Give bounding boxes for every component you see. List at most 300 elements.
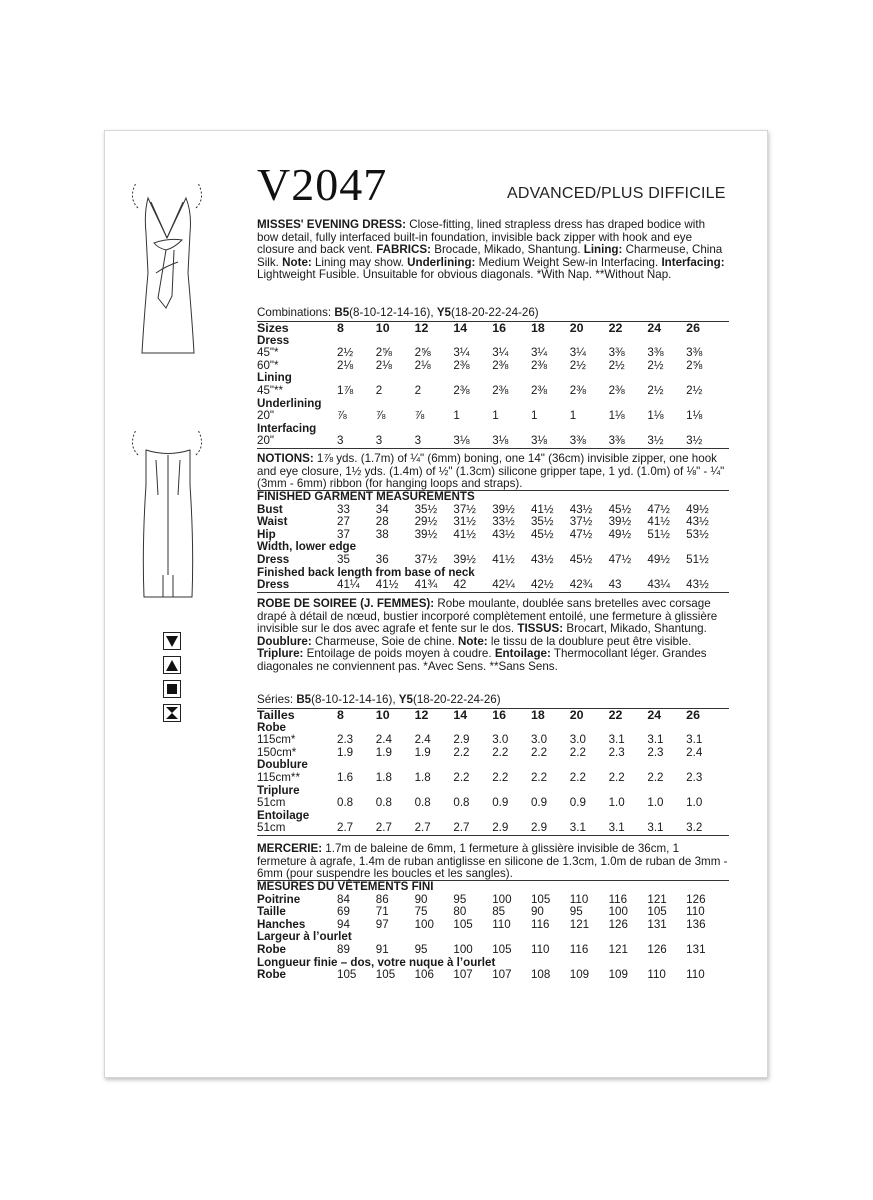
table-cell: 2.2 bbox=[453, 770, 470, 784]
section-label: Triplure bbox=[257, 783, 300, 797]
table-cell: 38 bbox=[375, 527, 389, 541]
body-text: Medium Weight Sew-in Interfacing. bbox=[475, 255, 662, 269]
section-label: FINISHED GARMENT MEASUREMENTS bbox=[257, 490, 475, 503]
difficulty-level: ADVANCED/PLUS DIFFICILE bbox=[507, 185, 726, 202]
table-cell: 105 bbox=[492, 942, 512, 956]
table-cell: 3⅜ bbox=[608, 346, 625, 360]
table-cell: 3¼ bbox=[492, 346, 509, 360]
table-row bbox=[257, 579, 729, 592]
section-label: Width, lower edge bbox=[257, 540, 357, 554]
body-text: le tissu de la doublure peut être visible. bbox=[487, 634, 692, 648]
table-cell: 3 bbox=[414, 434, 422, 448]
table-cell: 27 bbox=[337, 515, 350, 529]
table-row bbox=[257, 772, 729, 785]
section-label: Longueur finie – dos, votre nuque à l’ourlet bbox=[257, 955, 496, 969]
table-cell: 1⅞ bbox=[337, 383, 354, 397]
table-cell: 2.2 bbox=[569, 745, 586, 759]
table-cell: 2.7 bbox=[453, 821, 470, 835]
table-cell: 136 bbox=[686, 917, 706, 931]
table-cell: 2½ bbox=[337, 346, 354, 360]
table-cell: 2⅛ bbox=[337, 358, 354, 372]
size-header: 12 bbox=[414, 708, 429, 722]
table-cell: 1.9 bbox=[375, 745, 392, 759]
table-cell: 51½ bbox=[647, 527, 670, 541]
table-cell: ⅞ bbox=[337, 409, 347, 423]
table-cell: 107 bbox=[492, 968, 512, 982]
row-label: Poitrine bbox=[257, 892, 301, 906]
table-cell: 37½ bbox=[453, 502, 476, 516]
row-label: Robe bbox=[257, 942, 286, 956]
combinations-label: Combinations: bbox=[257, 306, 335, 319]
table-row bbox=[257, 797, 729, 810]
section-label: Entoilage bbox=[257, 808, 310, 822]
table-cell: 110 bbox=[530, 942, 550, 956]
table-cell: 116 bbox=[569, 942, 589, 956]
table-row bbox=[257, 410, 729, 423]
row-label: Bust bbox=[257, 502, 283, 516]
table-cell: 39½ bbox=[414, 527, 438, 541]
table-cell: 131 bbox=[686, 942, 706, 956]
table-row bbox=[257, 822, 729, 835]
notions-en bbox=[257, 453, 729, 491]
table-cell: 3.2 bbox=[686, 821, 703, 835]
table-cell: 3.0 bbox=[492, 733, 509, 747]
table-cell: 35½ bbox=[530, 515, 554, 529]
table-cell: 95 bbox=[569, 905, 583, 919]
bold-heading: Interfacing: bbox=[661, 255, 725, 269]
row-label: 115cm* bbox=[257, 733, 296, 747]
triangle-down-icon bbox=[163, 632, 181, 650]
table-cell: 2.4 bbox=[686, 745, 703, 759]
table-cell: 2½ bbox=[647, 383, 664, 397]
table-cell: 126 bbox=[647, 942, 667, 956]
table-row bbox=[257, 491, 729, 504]
table-cell: 43½ bbox=[569, 502, 593, 516]
table-cell: 2½ bbox=[686, 383, 703, 397]
table-cell: 37½ bbox=[414, 552, 438, 566]
size-header: 22 bbox=[608, 321, 623, 335]
table-cell: 97 bbox=[375, 917, 389, 931]
triangle-up-icon bbox=[163, 656, 181, 674]
size-header: 18 bbox=[530, 321, 545, 335]
table-cell: 106 bbox=[414, 968, 434, 982]
table-cell: 0.8 bbox=[337, 796, 354, 810]
table-cell: 1 bbox=[492, 409, 499, 423]
table-cell: 43½ bbox=[686, 515, 709, 529]
table-cell: 0.9 bbox=[492, 796, 509, 810]
table-row bbox=[257, 944, 729, 957]
table-cell: 2.9 bbox=[530, 821, 548, 835]
table-cell: 2.2 bbox=[569, 770, 586, 784]
table-cell: 116 bbox=[608, 892, 628, 906]
table-cell: 3⅜ bbox=[569, 434, 586, 448]
table-cell: 47½ bbox=[647, 502, 670, 516]
table-cell: 41¾ bbox=[414, 578, 438, 592]
table-cell: 86 bbox=[375, 892, 389, 906]
table-cell: 2.9 bbox=[492, 821, 509, 835]
table-cell: 1.0 bbox=[647, 796, 664, 810]
body-text: Close-fitting, lined strapless dress has draped bodice with bow detail, fully interfaced built-in foundation, invisible back zipper with hook and eye closure and back vent. bbox=[257, 218, 706, 257]
table-cell: 2.2 bbox=[608, 770, 625, 784]
table-cell: 2.2 bbox=[492, 770, 509, 784]
table-row bbox=[257, 734, 729, 747]
table-cell: 105 bbox=[375, 968, 396, 982]
section-label: Dress bbox=[257, 333, 290, 347]
section-label: Underlining bbox=[257, 396, 322, 410]
table-cell: 105 bbox=[453, 917, 473, 931]
table-cell: 3.1 bbox=[647, 733, 664, 747]
table-cell: 1⅛ bbox=[608, 409, 625, 423]
table-cell: 121 bbox=[569, 917, 590, 931]
row-label: 150cm* bbox=[257, 745, 297, 759]
table-cell: 110 bbox=[686, 905, 705, 919]
bold-heading: ROBE DE SOIREE (J. FEMMES): bbox=[257, 597, 435, 610]
table-cell: 45½ bbox=[569, 552, 593, 566]
table-cell: 94 bbox=[337, 917, 350, 931]
hourglass-icon bbox=[163, 704, 181, 722]
table-cell: 85 bbox=[492, 905, 506, 919]
table-cell: 2⅝ bbox=[686, 358, 703, 372]
table-cell: 100 bbox=[492, 892, 512, 906]
table-cell: 31½ bbox=[453, 515, 476, 529]
row-label: Dress bbox=[257, 552, 290, 566]
row-label: 51cm bbox=[257, 821, 286, 835]
row-label: 60"* bbox=[257, 358, 279, 372]
table-row bbox=[257, 347, 729, 360]
table-cell: 2⅜ bbox=[530, 358, 548, 372]
table-row bbox=[257, 554, 729, 567]
table-cell: 0.8 bbox=[414, 796, 431, 810]
table-cell: 3.1 bbox=[608, 821, 625, 835]
table-cell: 34 bbox=[375, 502, 389, 516]
row-label: Dress bbox=[257, 578, 290, 592]
size-header: 26 bbox=[686, 708, 700, 722]
table-cell: 2.4 bbox=[414, 733, 431, 747]
table-cell: 43½ bbox=[530, 552, 554, 566]
table-cell: 108 bbox=[530, 968, 551, 982]
table-cell: 1 bbox=[530, 409, 538, 423]
size-header: 20 bbox=[569, 708, 584, 722]
table-row bbox=[257, 360, 729, 373]
table-cell: 1⅛ bbox=[647, 409, 664, 423]
table-cell: 2 bbox=[375, 383, 383, 397]
table-cell: 42¾ bbox=[569, 578, 593, 592]
table-cell: 2 bbox=[414, 383, 422, 397]
table-cell: 3.1 bbox=[647, 821, 664, 835]
table-cell: 3 bbox=[375, 434, 383, 448]
row-label: Waist bbox=[257, 515, 288, 529]
row-label: 20" bbox=[257, 409, 275, 423]
table-cell: 2.9 bbox=[453, 733, 470, 747]
measurements-table-en bbox=[257, 490, 729, 593]
table-row bbox=[257, 322, 729, 335]
table-cell: 0.8 bbox=[375, 796, 392, 810]
table-cell: 3.1 bbox=[608, 733, 625, 747]
size-header: 8 bbox=[337, 708, 344, 722]
table-cell: 3⅜ bbox=[608, 434, 625, 448]
table-cell: 131 bbox=[647, 917, 667, 931]
table-cell: 41¼ bbox=[337, 578, 360, 592]
series-label: Séries: bbox=[257, 693, 297, 706]
bold-heading: Note: bbox=[282, 255, 312, 269]
table-cell: 35½ bbox=[414, 502, 438, 516]
table-cell: 39½ bbox=[492, 502, 515, 516]
measurements-table-fr bbox=[257, 880, 729, 982]
table-cell: 3.0 bbox=[569, 733, 586, 747]
table-cell: 3¼ bbox=[530, 346, 548, 360]
table-cell: 2⅛ bbox=[414, 358, 431, 372]
row-label: Taille bbox=[257, 905, 286, 919]
table-cell: 3.1 bbox=[686, 733, 703, 747]
table-cell: 110 bbox=[686, 968, 705, 982]
yardage-table-en bbox=[257, 321, 729, 449]
body-text: Entoilage de poids moyen à coudre. bbox=[303, 647, 495, 661]
table-cell: 49½ bbox=[686, 502, 709, 516]
table-cell: 2.2 bbox=[453, 745, 470, 759]
table-cell: 41½ bbox=[492, 552, 515, 566]
table-cell: 1.0 bbox=[686, 796, 703, 810]
table-cell: 3¼ bbox=[569, 346, 586, 360]
notions-text: 1⅞ yds. (1.7m) of ¼" (6mm) boning, one 14" (36cm) invisible zipper, one hook and eye closure, 1½ yds. (1.4m) of ½" (1.3cm) silicone gripper tape, 1 yd. (1.0m) of ⅛" - ¼" (3mm - 6mm) ribbon (for hanging loops and straps). bbox=[257, 452, 725, 491]
table-cell: 47½ bbox=[569, 527, 593, 541]
section-label: Robe bbox=[257, 720, 286, 734]
table-cell: 75 bbox=[414, 905, 428, 919]
description-en bbox=[257, 219, 729, 282]
body-text: Lining may show. bbox=[311, 255, 408, 269]
table-cell: 3½ bbox=[686, 434, 703, 448]
size-header: 16 bbox=[492, 708, 506, 722]
row-label: Tailles bbox=[257, 708, 295, 722]
table-cell: 2.2 bbox=[530, 770, 548, 784]
row-label: 20" bbox=[257, 434, 275, 448]
row-label: Hip bbox=[257, 527, 276, 541]
table-cell: 0.9 bbox=[569, 796, 586, 810]
bold-heading: FABRICS: bbox=[376, 243, 431, 257]
combinations-fr bbox=[257, 694, 729, 707]
mercerie-text: 1.7m de baleine de 6mm, 1 fermeture à glissière invisible de 36cm, 1 fermeture à agrafe, 1.4m de ruban antiglisse en silicone de 1.3cm, 1.0m de ruban de 3mm - 6mm (pour suspendre les boucles et les sangles). bbox=[257, 842, 728, 881]
table-cell: 84 bbox=[337, 892, 350, 906]
table-cell: 116 bbox=[530, 917, 550, 931]
square-icon bbox=[163, 680, 181, 698]
table-cell: 3⅛ bbox=[453, 434, 470, 448]
table-cell: 1.8 bbox=[414, 770, 431, 784]
size-header: 20 bbox=[569, 321, 584, 335]
size-header: 14 bbox=[453, 321, 468, 335]
table-cell: 42¼ bbox=[492, 578, 515, 592]
size-header: 18 bbox=[530, 708, 545, 722]
table-cell: 121 bbox=[608, 942, 628, 956]
table-cell: 2.3 bbox=[647, 745, 664, 759]
table-cell: 41½ bbox=[375, 578, 399, 592]
table-cell: 2⅜ bbox=[453, 358, 470, 372]
table-cell: 45½ bbox=[530, 527, 554, 541]
table-cell: 3¼ bbox=[453, 346, 470, 360]
table-row bbox=[257, 881, 729, 894]
table-cell: 41½ bbox=[453, 527, 476, 541]
size-header: 24 bbox=[647, 321, 662, 335]
combinations-en bbox=[257, 307, 729, 320]
row-label: Robe bbox=[257, 968, 286, 982]
back-view-sketch bbox=[118, 425, 218, 605]
section-label: Finished back length from base of neck bbox=[257, 565, 475, 579]
view-b5: B5 bbox=[334, 306, 350, 319]
table-cell: 2⅜ bbox=[492, 383, 509, 397]
table-cell: 2.4 bbox=[375, 733, 392, 747]
table-cell: 91 bbox=[375, 942, 389, 956]
mercerie-label: MERCERIE: bbox=[257, 842, 323, 855]
table-cell: 2.3 bbox=[686, 770, 703, 784]
table-cell: 43½ bbox=[686, 578, 709, 592]
table-cell: 2.3 bbox=[337, 733, 354, 747]
table-cell: 3⅜ bbox=[647, 346, 664, 360]
table-cell: 3.1 bbox=[569, 821, 586, 835]
table-cell: 126 bbox=[608, 917, 628, 931]
table-row bbox=[257, 969, 729, 982]
b5-sizes: (8-10-12-14-16), bbox=[349, 306, 437, 319]
table-row bbox=[257, 906, 729, 919]
row-label: 51cm bbox=[257, 796, 286, 810]
row-label: 45"* bbox=[257, 346, 279, 360]
size-header: 14 bbox=[453, 708, 468, 722]
table-cell: 2⅜ bbox=[569, 383, 586, 397]
view-y5: Y5 bbox=[436, 306, 451, 319]
y5-sizes: (18-20-22-24-26) bbox=[451, 306, 539, 319]
table-cell: 109 bbox=[608, 968, 628, 982]
row-label: 115cm** bbox=[257, 770, 300, 784]
table-cell: 42½ bbox=[530, 578, 554, 592]
table-cell: 29½ bbox=[414, 515, 438, 529]
bold-heading: Underlining: bbox=[407, 255, 476, 269]
table-cell: 45½ bbox=[608, 502, 632, 516]
table-cell: 126 bbox=[686, 892, 706, 906]
table-cell: 107 bbox=[453, 968, 473, 982]
table-cell: 1.8 bbox=[375, 770, 392, 784]
bold-heading: Lining: bbox=[583, 243, 623, 257]
table-cell: 1.6 bbox=[337, 770, 354, 784]
section-label: Lining bbox=[257, 371, 292, 385]
table-row bbox=[257, 709, 729, 722]
table-cell: 3⅛ bbox=[530, 434, 548, 448]
row-label: Hanches bbox=[257, 917, 306, 931]
table-cell: 69 bbox=[337, 905, 350, 919]
table-cell: 100 bbox=[453, 942, 473, 956]
table-cell: 1 bbox=[569, 409, 577, 423]
table-cell: 37½ bbox=[569, 515, 593, 529]
description-fr bbox=[257, 598, 729, 674]
table-cell: ⅞ bbox=[375, 409, 386, 423]
table-cell: 105 bbox=[337, 968, 357, 982]
table-cell: 35 bbox=[337, 552, 350, 566]
table-cell: 100 bbox=[608, 905, 628, 919]
table-cell: 53½ bbox=[686, 527, 709, 541]
table-cell: 2½ bbox=[569, 358, 586, 372]
size-header: 10 bbox=[375, 708, 390, 722]
table-cell: 3½ bbox=[647, 434, 664, 448]
notions-fr bbox=[257, 843, 729, 881]
table-cell: 3 bbox=[337, 434, 344, 448]
table-cell: 3⅜ bbox=[686, 346, 703, 360]
body-text: Charmeuse, China Silk. bbox=[257, 243, 723, 269]
table-cell: 49½ bbox=[608, 527, 632, 541]
bold-heading: Note: bbox=[458, 634, 488, 648]
table-cell: 2⅜ bbox=[608, 383, 625, 397]
table-cell: 105 bbox=[530, 892, 551, 906]
table-cell: 28 bbox=[375, 515, 389, 529]
table-cell: 42 bbox=[453, 578, 467, 592]
table-cell: 1⅛ bbox=[686, 409, 703, 423]
table-cell: 89 bbox=[337, 942, 350, 956]
table-cell: 2⅝ bbox=[414, 346, 431, 360]
table-cell: ⅞ bbox=[414, 409, 425, 423]
b5-sizes: (8-10-12-14-16), bbox=[311, 693, 399, 706]
table-cell: 2⅝ bbox=[375, 346, 392, 360]
table-cell: 3.0 bbox=[530, 733, 548, 747]
table-row bbox=[257, 516, 729, 529]
table-cell: 110 bbox=[569, 892, 589, 906]
table-cell: 37 bbox=[337, 527, 350, 541]
table-cell: 71 bbox=[375, 905, 389, 919]
table-cell: 33½ bbox=[492, 515, 515, 529]
table-cell: 90 bbox=[414, 892, 428, 906]
size-header: 24 bbox=[647, 708, 662, 722]
table-cell: 47½ bbox=[608, 552, 632, 566]
table-cell: 2⅜ bbox=[453, 383, 470, 397]
table-cell: 2⅜ bbox=[530, 383, 548, 397]
row-label: 45"** bbox=[257, 383, 284, 397]
table-cell: 1.9 bbox=[414, 745, 431, 759]
body-text: Robe moulante, doublée sans bretelles avec corsage drapé à détail de nœud, bustier incorporé complètement entoilé, une fermeture à glissière invisible sur le dos avec agrafe et fente sur le dos. bbox=[257, 597, 718, 636]
table-cell: 1.0 bbox=[608, 796, 625, 810]
table-cell: 2.2 bbox=[492, 745, 509, 759]
size-header: 26 bbox=[686, 321, 700, 335]
table-cell: 2.7 bbox=[414, 821, 431, 835]
table-cell: 41½ bbox=[530, 502, 554, 516]
row-label: Sizes bbox=[257, 321, 289, 335]
table-cell: 1 bbox=[453, 409, 460, 423]
table-row bbox=[257, 747, 729, 760]
table-cell: 110 bbox=[647, 968, 666, 982]
y5-sizes: (18-20-22-24-26) bbox=[412, 693, 501, 706]
yardage-table-fr bbox=[257, 708, 729, 836]
table-cell: 43 bbox=[608, 578, 622, 592]
pattern-number: V2047 bbox=[257, 159, 388, 210]
section-label: MESURES DU VÊTEMENTS FINI bbox=[257, 880, 434, 893]
table-cell: 3⅛ bbox=[492, 434, 509, 448]
view-y5: Y5 bbox=[398, 693, 413, 706]
table-cell: 2⅛ bbox=[375, 358, 392, 372]
body-text: Brocade, Mikado, Shantung. bbox=[430, 243, 584, 257]
table-cell: 109 bbox=[569, 968, 590, 982]
bold-heading: MISSES' EVENING DRESS: bbox=[257, 218, 406, 231]
table-cell: 43¼ bbox=[647, 578, 670, 592]
table-row bbox=[257, 435, 729, 448]
size-header: 12 bbox=[414, 321, 429, 335]
size-header: 8 bbox=[337, 321, 344, 335]
table-cell: 0.8 bbox=[453, 796, 470, 810]
front-view-sketch bbox=[118, 178, 218, 358]
table-cell: 80 bbox=[453, 905, 467, 919]
table-cell: 2.7 bbox=[337, 821, 354, 835]
size-header: 10 bbox=[375, 321, 390, 335]
table-cell: 51½ bbox=[686, 552, 709, 566]
bold-heading: TISSUS: bbox=[517, 622, 564, 636]
table-cell: 36 bbox=[375, 552, 389, 566]
section-label: Interfacing bbox=[257, 421, 317, 435]
bold-heading: Entoilage: bbox=[494, 647, 551, 661]
table-cell: 110 bbox=[492, 917, 511, 931]
table-cell: 39½ bbox=[608, 515, 632, 529]
table-cell: 2½ bbox=[647, 358, 664, 372]
